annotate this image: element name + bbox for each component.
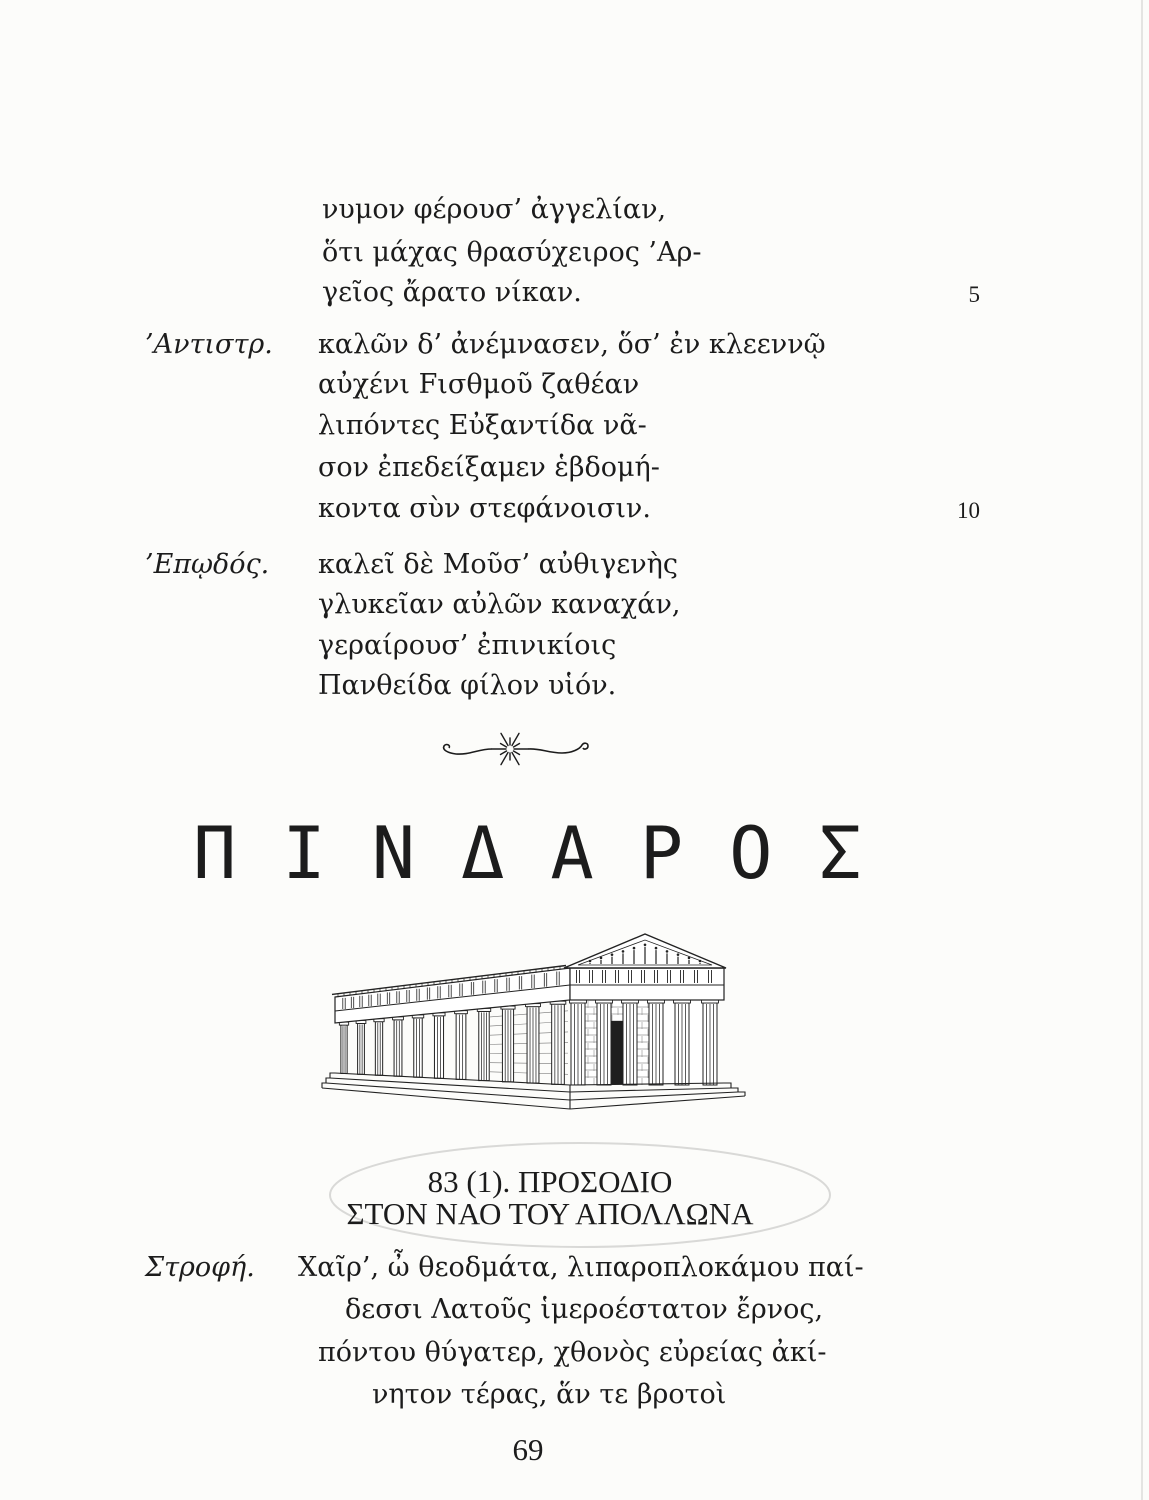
sculpture-head [644, 944, 647, 947]
temple-column [375, 1022, 382, 1076]
verse-line: αὐχένι Fισθμοῦ ζαθέαν [318, 369, 640, 400]
verse-line: καλῶν δ’ ἀνέμνασεν, ὅσ’ ἐν κλεεννῷ [318, 329, 826, 360]
author-heading: ΠΙΝΔΑΡΟΣ [193, 811, 908, 895]
section-label-strophe: Στροφή. [145, 1252, 255, 1283]
sculpture-head [589, 960, 592, 963]
line-number: 10 [957, 498, 980, 523]
poem-title-subtitle: ΣΤΟΝ ΝΑΟ ΤΟΥ ΑΠΟΛΛΩΝΑ [346, 1196, 754, 1231]
verse-line: νητον τέρας, ἅν τε βροτοὶ [372, 1379, 727, 1410]
verse-line: πόντου θύγατερ, χθονὸς εὐρείας ἀκί- [318, 1337, 827, 1368]
line-number: 5 [968, 282, 980, 307]
section-label-antistrophe: ’Αντιστρ. [145, 329, 273, 360]
ornament-star [492, 733, 528, 764]
step-line [570, 1088, 731, 1092]
section-label-epode: ’Επῳδός. [145, 549, 270, 580]
temple-column [434, 1016, 443, 1078]
verse-line: σον ἐπεδείξαμεν ἑβδομή- [318, 452, 660, 483]
verse-line: ὅτι μάχας θρασύχειρος ’Αρ- [322, 237, 702, 268]
sculpture-head [622, 950, 625, 953]
verse-line: λιπόντες Εὐξαντίδα νᾶ- [318, 410, 647, 441]
sculpture-head [666, 950, 669, 953]
temple-pediment [564, 934, 726, 968]
page-number: 69 [512, 1432, 544, 1467]
temple-column [358, 1023, 365, 1074]
sculpture-head [633, 947, 636, 950]
sculpture-head [600, 957, 603, 960]
verse-line: γεῖος ἄρατο νίκαν. [322, 277, 582, 308]
sculpture-head [655, 947, 658, 950]
sculpture-head [677, 953, 680, 956]
ornament-right-curl [528, 743, 588, 753]
verse-line: κοντα σὺν στεφάνοισιν. [318, 493, 651, 524]
verse-line: γεραίρουσ’ ἐπινικίοις [318, 630, 617, 661]
poem-title-number: 83 (1). ΠΡΟΣΟΔΙΟ [427, 1164, 673, 1199]
verse-line: γλυκεῖαν αὐλῶν καναχάν, [318, 589, 681, 620]
temple-column [456, 1014, 466, 1080]
front-entablature [570, 968, 724, 1000]
temple-column [394, 1020, 402, 1076]
ornament-left-curl [444, 745, 492, 755]
sculpture-head [611, 953, 614, 956]
verse-line: καλεῖ δὲ Μοῦσ’ αὐθιγενὴς [318, 549, 678, 580]
verse-line: Χαῖρ’, ὦ θεοδμάτα, λιπαροπλοκάμου παί- [298, 1252, 864, 1283]
temple-illustration [320, 925, 750, 1120]
verse-line: δεσσι Λατοῦς ἱμεροέστατον ἔρνος, [345, 1294, 824, 1325]
step-end-right [724, 1083, 745, 1096]
temple-column [341, 1025, 347, 1073]
page-edge-shadow [1141, 0, 1143, 1500]
verse-line: Πανθείδα φίλον υἱόν. [318, 670, 617, 701]
step-line [570, 1096, 745, 1109]
step-end-left [322, 1073, 335, 1088]
verse-line: νυμον φέρουσ’ ἀγγελίαν, [322, 194, 667, 225]
ornament-flourish [430, 722, 600, 778]
temple-column [414, 1018, 422, 1077]
sculpture-head [699, 960, 702, 963]
sculpture-head [688, 957, 691, 960]
